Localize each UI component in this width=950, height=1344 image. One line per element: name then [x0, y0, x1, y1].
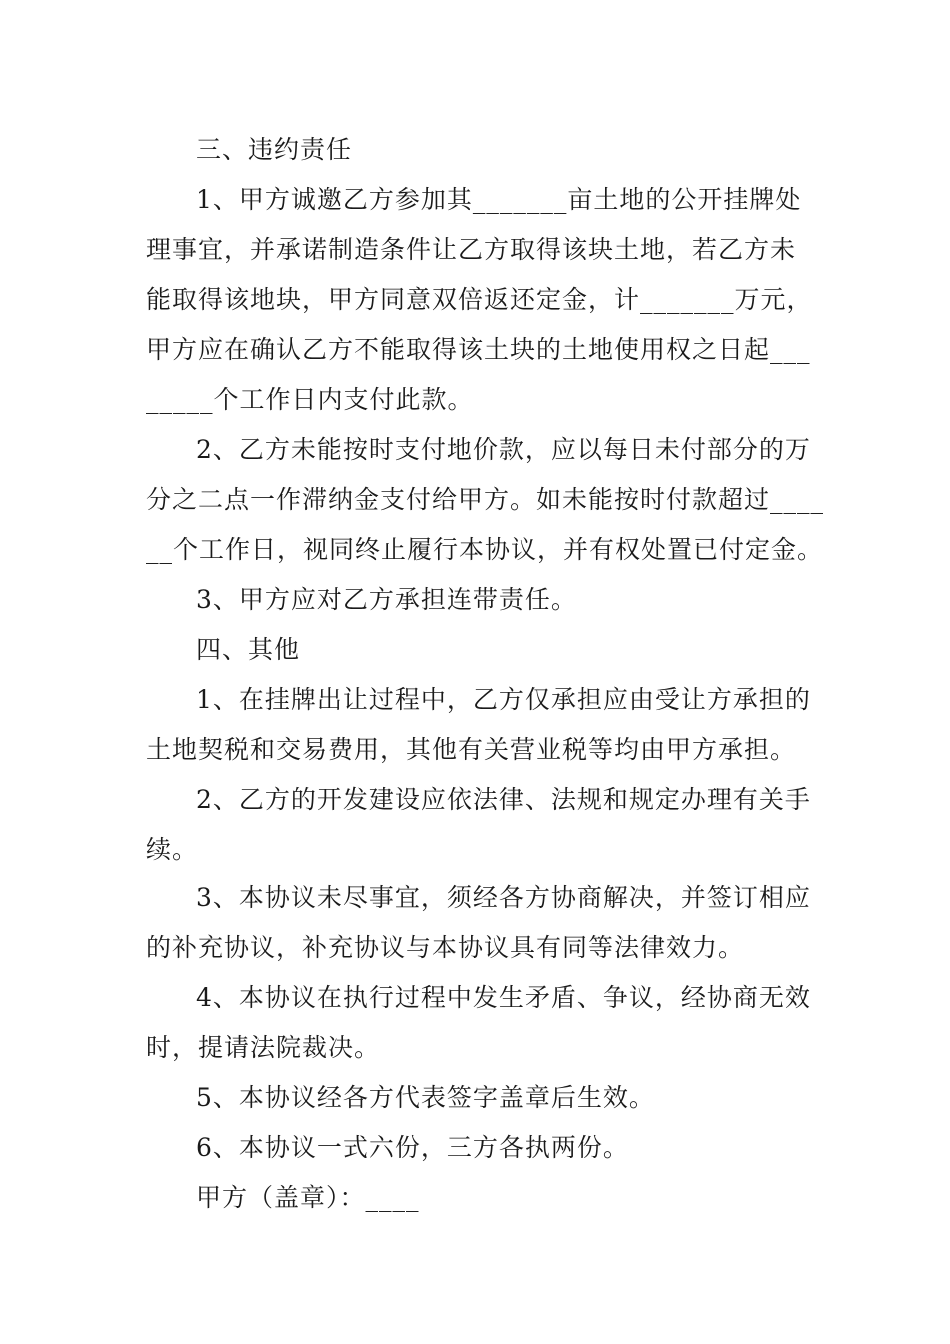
paragraph-line: 甲方应在确认乙方不能取得该土块的土地使用权之日起___ [146, 335, 811, 364]
paragraph-line: 3、甲方应对乙方承担连带责任。 [196, 585, 577, 614]
paragraph-line: 2、乙方未能按时支付地价款，应以每日未付部分的万 [196, 435, 811, 464]
paragraph-line: 土地契税和交易费用，其他有关营业税等均由甲方承担。 [146, 735, 797, 764]
paragraph-line: 理事宜，并承诺制造条件让乙方取得该块土地，若乙方未 [146, 235, 797, 264]
paragraph-line: 续。 [146, 835, 199, 864]
section-heading-breach-liability: 三、违约责任 [196, 135, 353, 164]
paragraph-line: _____个工作日内支付此款。 [146, 385, 474, 414]
paragraph-line: 时，提请法院裁决。 [146, 1033, 381, 1062]
paragraph-line: 能取得该地块，甲方同意双倍返还定金，计_______万元， [146, 285, 813, 314]
paragraph-line: __个工作日，视同终止履行本协议，并有权处置已付定金。 [146, 535, 824, 564]
paragraph-line: 分之二点一作滞纳金支付给甲方。如未能按时付款超过____ [146, 485, 825, 514]
paragraph-line: 4、本协议在执行过程中发生矛盾、争议，经协商无效 [196, 983, 811, 1012]
section-heading-other: 四、其他 [196, 635, 301, 664]
paragraph-line: 的补充协议，补充协议与本协议具有同等法律效力。 [146, 933, 745, 962]
paragraph-line: 2、乙方的开发建设应依法律、法规和规定办理有关手 [196, 785, 811, 814]
paragraph-line: 6、本协议一式六份，三方各执两份。 [196, 1133, 629, 1162]
paragraph-line: 3、本协议未尽事宜，须经各方协商解决，并签订相应 [196, 883, 811, 912]
signature-party-a: 甲方（盖章）：____ [196, 1183, 420, 1212]
paragraph-line: 1、在挂牌出让过程中，乙方仅承担应由受让方承担的 [196, 685, 811, 714]
paragraph-line: 5、本协议经各方代表签字盖章后生效。 [196, 1083, 655, 1112]
paragraph-line: 1、甲方诚邀乙方参加其_______亩土地的公开挂牌处 [196, 185, 802, 214]
